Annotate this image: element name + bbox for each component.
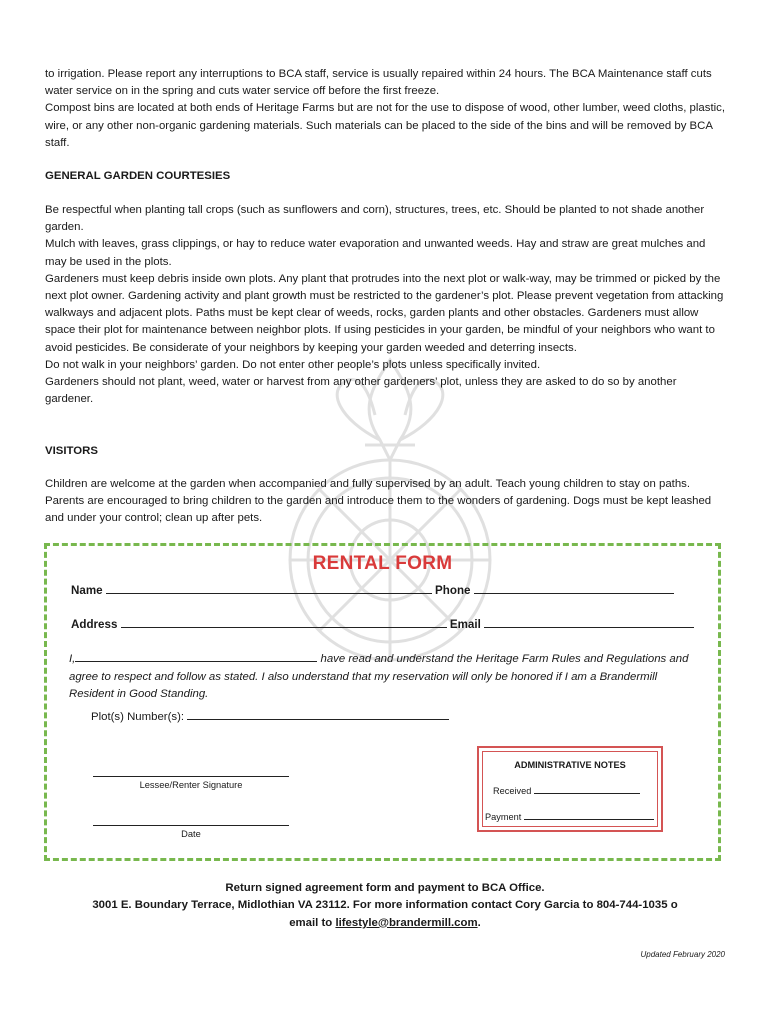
updated-date: Updated February 2020: [640, 950, 725, 959]
received-field[interactable]: [534, 784, 640, 794]
administrative-notes-box: [477, 746, 663, 832]
rental-form-title: RENTAL FORM: [312, 553, 453, 574]
email-label: Email: [449, 618, 481, 631]
signature-block: [93, 776, 289, 790]
signature-line[interactable]: [93, 776, 289, 777]
footer-line-2: 3001 E. Boundary Terrace, Midlothian VA 23112. For more information contact Cory Garcia to 804-744-1035 o: [92, 899, 678, 912]
ack-name-field[interactable]: [75, 650, 317, 662]
plot-row: [91, 708, 449, 723]
courtesy-paragraph-1: Be respectful when planting tall crops (such as sunflowers and corn), structures, trees, etc. Should be planted to not shade another garden.: [45, 204, 705, 234]
plot-number-field[interactable]: [187, 708, 449, 720]
intro-text: [45, 66, 725, 152]
phone-field[interactable]: [474, 582, 674, 594]
footer-email-prefix: email to: [289, 916, 333, 929]
admin-notes-title: ADMINISTRATIVE NOTES: [514, 760, 626, 770]
footer-line-3: email to lifestyle@brandermill.com.: [289, 916, 481, 929]
email-field[interactable]: [484, 616, 694, 628]
courtesy-paragraph-2: Mulch with leaves, grass clippings, or hay to reduce water evaporation and unwanted weeds. Hay and straw are great mulches and may be used in the plots.: [45, 238, 706, 268]
name-label: Name: [71, 584, 103, 597]
name-field[interactable]: [106, 582, 432, 594]
courtesy-paragraph-4: Do not walk in your neighbors’ garden. Do not enter other people’s plots unless specifically invited.: [45, 358, 541, 371]
phone-label: Phone: [435, 584, 471, 597]
plot-label: Plot(s) Number(s):: [91, 711, 185, 723]
visitors-heading: VISITORS: [45, 445, 98, 457]
acknowledgement: [69, 650, 699, 704]
address-field[interactable]: [121, 616, 447, 628]
courtesy-paragraph-3: Gardeners must keep debris inside own plots. Any plant that protrudes into the next plot or walk-way, may be trimmed or picked by the next plot owner. Gardening activity and plant growth must be restricted to the gardener’s plot. Please prevent vegetation from attacking walkways and adjacent plots. Paths must be kept clear of weeds, rocks, garden plants and other obstacles. Gardeners must allow space their plot for maintenance between neighbor plots. If using pesticides in your garden, be mindful of your neighbors who want to avoid pesticides. Be considerate of your neighbors by keeping your garden weeded and deterring insects.: [45, 272, 724, 354]
email-link[interactable]: lifestyle@brandermill.com: [335, 916, 478, 929]
intro-paragraph-2: Compost bins are located at both ends of Heritage Farms but are not for the use to dispose of wood, other lumber, weed cloths, plastic, wire, or any other non-organic gardening materials. Such materials can be placed to the side of the bins and will be removed by BCA staff.: [45, 102, 726, 149]
visitors-paragraph: Children are welcome at the garden when accompanied and fully supervised by an adult. Teach young children to stay on paths. Parents are encouraged to bring children to the garden and introduce them to the wonders of gardening. Dogs must be kept leashed and under your control; clean up after pets.: [45, 478, 712, 525]
admin-payment-row: [485, 810, 654, 822]
footer: [0, 880, 770, 932]
date-line[interactable]: [93, 825, 289, 826]
intro-paragraph-1: to irrigation. Please report any interruptions to BCA staff, service is usually repaired within 24 hours. The BCA Maintenance staff cuts water service on in the spring and cuts water service off before the first freeze.: [45, 68, 712, 98]
courtesies-text: [45, 202, 725, 408]
ack-text: have read and understand the Heritage Farm Rules and Regulations and agree to respect and follow as stated. I also understand that my reservation will only be honored if I am a Brandermill Resident in Good Standing.: [69, 653, 689, 700]
signature-label: Lessee/Renter Signature: [139, 780, 243, 790]
address-label: Address: [71, 618, 118, 631]
courtesies-heading: GENERAL GARDEN COURTESIES: [45, 170, 231, 182]
courtesy-paragraph-5: Gardeners should not plant, weed, water or harvest from any other gardeners’ plot, unless they are asked to do so by another gardener.: [45, 376, 677, 406]
visitors-text: [45, 476, 725, 528]
rental-form: [44, 543, 721, 861]
footer-line-1: Return signed agreement form and payment to BCA Office.: [225, 882, 545, 894]
ack-prefix: I,: [69, 653, 76, 665]
payment-field[interactable]: [524, 810, 654, 820]
date-block: [93, 825, 289, 839]
name-row: [71, 582, 674, 597]
received-label: Received: [493, 786, 532, 796]
date-label: Date: [181, 829, 201, 839]
admin-received-row: [493, 784, 640, 796]
payment-label: Payment: [485, 812, 522, 822]
address-row: [71, 616, 694, 631]
